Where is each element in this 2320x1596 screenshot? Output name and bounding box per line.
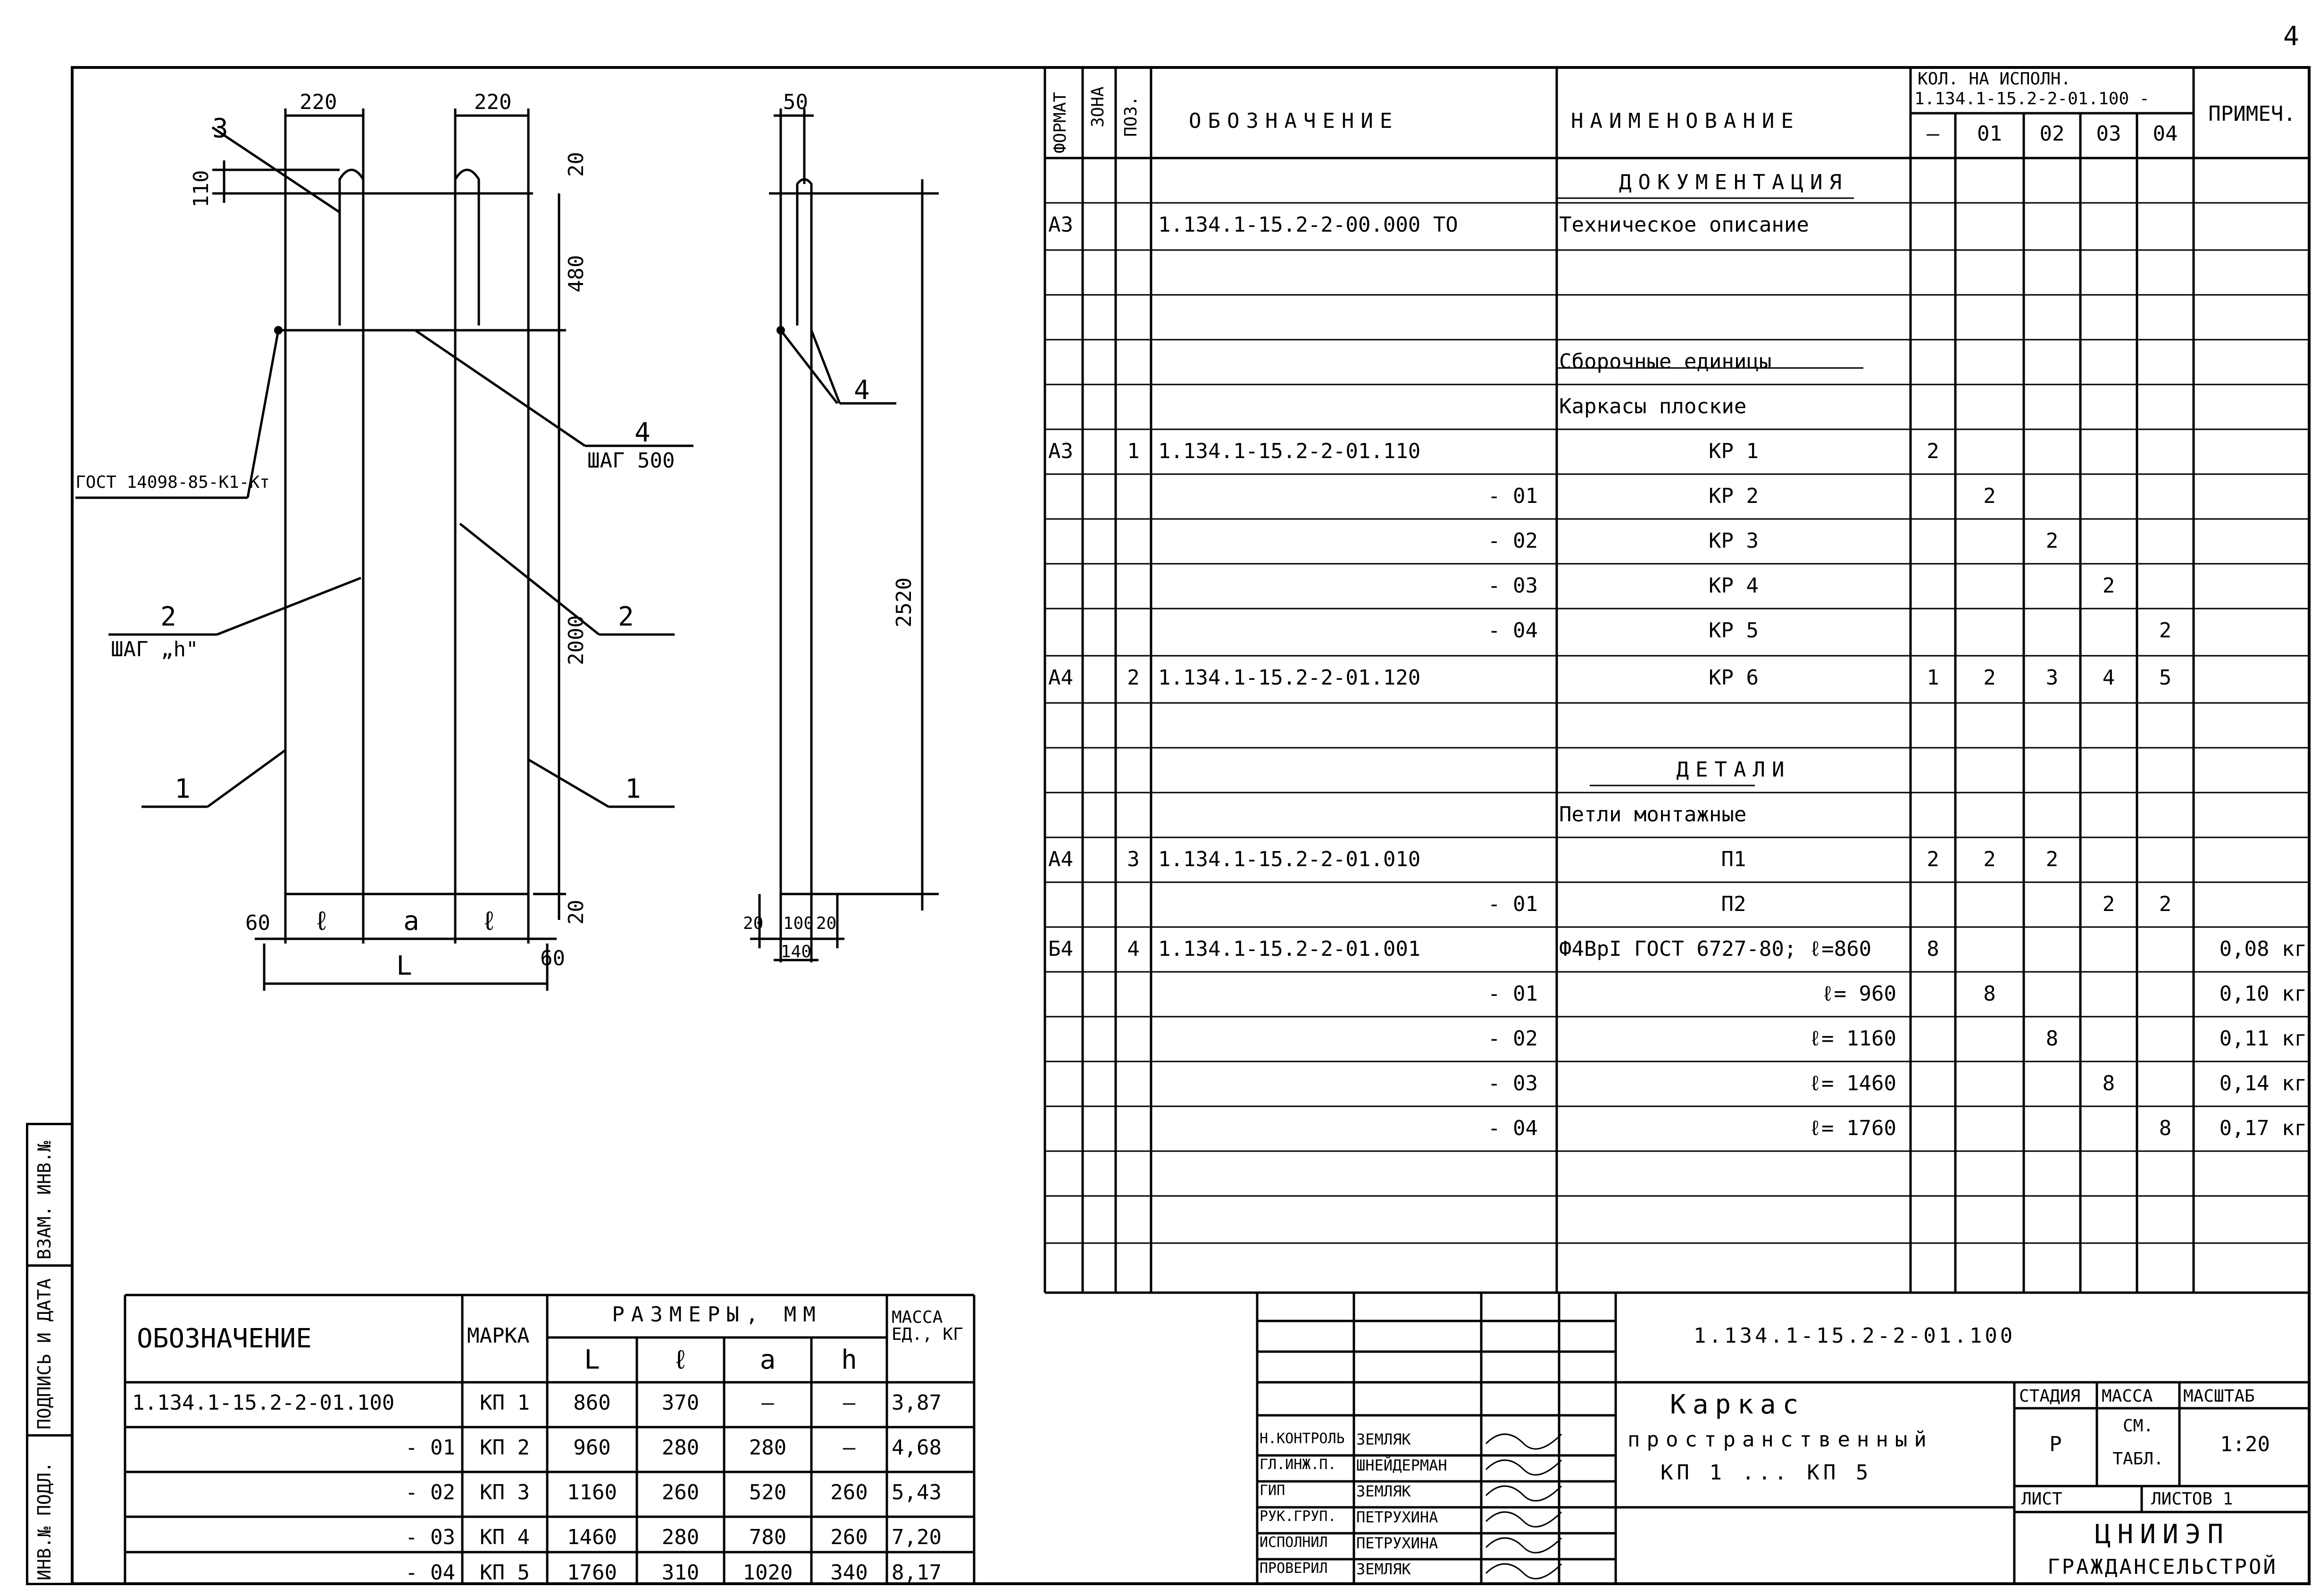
stamp-org-2: ГРАЖДАНСЕЛЬСТРОЙ xyxy=(2047,1555,2278,1579)
sizes-mass: 5,43 xyxy=(892,1480,942,1504)
stamp-mass-header: МАССА xyxy=(2102,1387,2153,1406)
stamp-name: ШНЕЙДЕРМАН xyxy=(1356,1456,1447,1474)
sizes-designation: - 04 xyxy=(405,1561,455,1585)
sizes-L: 960 xyxy=(573,1436,611,1460)
spec-designation: 1.134.1-15.2-2-01.001 xyxy=(1158,937,1421,961)
spec-header-zone: ЗОНА xyxy=(1088,86,1108,127)
callout-1-right: 1 xyxy=(625,774,641,804)
spec-pos: 1 xyxy=(1127,439,1140,463)
spec-qty: 8 xyxy=(2102,1071,2115,1095)
sizes-mass: 3,87 xyxy=(892,1391,942,1415)
spec-qty: 2 xyxy=(1983,484,1996,508)
sizes-a: 280 xyxy=(749,1436,787,1460)
page-number: 4 xyxy=(2283,21,2299,52)
spec-pos: 4 xyxy=(1127,937,1140,961)
spec-qty-col-4: 04 xyxy=(2153,122,2178,146)
dim-a: a xyxy=(403,906,419,936)
spec-format: А4 xyxy=(1048,847,1073,871)
stamp-stage-header: СТАДИЯ xyxy=(2019,1387,2081,1406)
spec-name: П1 xyxy=(1721,847,1746,871)
stamp-role: ГЛ.ИНЖ.П. xyxy=(1260,1456,1336,1473)
spec-name: ℓ= 960 xyxy=(1821,982,1896,1006)
callout-4-side: 4 xyxy=(854,375,870,406)
dim-60-right: 60 xyxy=(540,946,565,970)
sizes-L: 860 xyxy=(573,1391,611,1415)
callout-1-left: 1 xyxy=(175,774,191,804)
spec-header-name: НАИМЕНОВАНИЕ xyxy=(1571,109,1800,133)
spec-header-note: ПРИМЕЧ. xyxy=(2208,102,2296,126)
dim-2000: 2000 xyxy=(564,615,588,665)
stamp-name: ПЕТРУХИНА xyxy=(1356,1508,1438,1526)
callout-4: 4 xyxy=(634,418,651,448)
stamp-role: РУК.ГРУП. xyxy=(1260,1508,1336,1525)
stamp-title-2: пространственный xyxy=(1627,1428,1933,1452)
spec-format: А3 xyxy=(1048,213,1073,237)
sizes-a: 520 xyxy=(749,1480,787,1504)
spec-designation: - 02 xyxy=(1488,1027,1538,1051)
spec-qty: 2 xyxy=(2159,892,2172,916)
dim-l-right: ℓ xyxy=(481,906,497,936)
sizes-a: 1020 xyxy=(743,1561,793,1585)
stamp-mass-1: СМ. xyxy=(2122,1416,2154,1436)
spec-qty-col-1: 01 xyxy=(1977,122,2002,146)
stamp-name: ЗЕМЛЯК xyxy=(1356,1482,1411,1500)
sizes-designation: - 02 xyxy=(405,1480,455,1504)
callout-2-right: 2 xyxy=(618,602,634,632)
spec-name: Ф4ВрI ГОСТ 6727-80; ℓ=860 xyxy=(1559,937,1872,961)
stamp-sheet: ЛИСТ xyxy=(2021,1489,2062,1509)
spec-name: Петли монтажные xyxy=(1559,802,1747,827)
spec-qty: 2 xyxy=(1927,847,1939,871)
spec-name: Техническое описание xyxy=(1559,213,1809,237)
callout-2-left: 2 xyxy=(160,602,176,632)
sizes-header-a: a xyxy=(759,1345,776,1375)
sizes-mass: 4,68 xyxy=(892,1436,942,1460)
spec-name: ℓ= 1160 xyxy=(1809,1027,1896,1051)
spec-qty: 4 xyxy=(2102,666,2115,690)
sizes-mass: 8,17 xyxy=(892,1561,942,1585)
sizes-designation: - 01 xyxy=(405,1436,455,1460)
dim-60-left: 60 xyxy=(245,911,270,935)
spec-name: П2 xyxy=(1721,892,1746,916)
spec-designation: - 04 xyxy=(1488,618,1538,643)
spec-name: КР 2 xyxy=(1709,484,1759,508)
sizes-header-l: ℓ xyxy=(672,1345,689,1375)
side-dim-2520: 2520 xyxy=(892,577,916,627)
stamp-role: Н.КОНТРОЛЬ xyxy=(1260,1430,1345,1447)
sizes-h: 340 xyxy=(830,1561,868,1585)
sizes-mark: КП 3 xyxy=(480,1480,530,1504)
side-dim-20-right: 20 xyxy=(816,914,837,933)
dim-l-left: ℓ xyxy=(314,906,330,936)
spec-qty-col-0: — xyxy=(1927,122,1939,146)
spec-designation: - 04 xyxy=(1488,1116,1538,1140)
side-dim-140: 140 xyxy=(781,942,812,961)
sizes-l: 370 xyxy=(661,1391,700,1415)
sizes-l: 280 xyxy=(661,1525,700,1549)
sizes-header-mass: МАССА ЕД., КГ xyxy=(892,1308,963,1344)
spec-designation: 1.134.1-15.2-2-01.120 xyxy=(1158,666,1421,690)
spec-qty: 2 xyxy=(1927,439,1939,463)
spec-qty: 5 xyxy=(2159,666,2172,690)
spec-header-qty-code: 1.134.1-15.2-2-01.100 - xyxy=(1914,89,2150,109)
sizes-mass: 7,20 xyxy=(892,1525,942,1549)
spec-designation: 1.134.1-15.2-2-00.000 ТО xyxy=(1158,213,1458,237)
dim-20-top: 20 xyxy=(564,152,588,177)
stamp-name: ЗЕМЛЯК xyxy=(1356,1430,1411,1448)
spec-qty: 2 xyxy=(1983,666,1996,690)
spec-qty: 8 xyxy=(1927,937,1939,961)
spec-qty: 2 xyxy=(2045,529,2059,553)
spec-note: 0,11 кг xyxy=(2219,1027,2307,1051)
spec-header-qty-title: КОЛ. НА ИСПОЛН. xyxy=(1918,69,2071,89)
side-margin-inv: ИНВ.№ ПОДЛ. xyxy=(34,1462,55,1580)
spec-qty: 2 xyxy=(2159,618,2172,643)
stamp-mass-2: ТАБЛ. xyxy=(2112,1449,2164,1469)
spec-name: Каркасы плоские xyxy=(1559,394,1747,418)
spec-name: КР 6 xyxy=(1709,666,1759,690)
callout-4-step: ШАГ 500 xyxy=(587,449,675,473)
spec-qty: 3 xyxy=(2045,666,2059,690)
sizes-l: 280 xyxy=(661,1436,700,1460)
dim-L: L xyxy=(396,951,412,981)
sizes-header-mark: МАРКА xyxy=(467,1324,530,1348)
stamp-stage: Р xyxy=(2049,1432,2062,1456)
sizes-l: 310 xyxy=(661,1561,700,1585)
dim-110: 110 xyxy=(189,170,213,208)
spec-designation: - 03 xyxy=(1488,574,1538,598)
spec-designation: - 01 xyxy=(1488,484,1538,508)
spec-pos: 3 xyxy=(1127,847,1140,871)
stamp-scale-header: МАСШТАБ xyxy=(2183,1387,2255,1406)
sizes-L: 1760 xyxy=(567,1561,617,1585)
side-margin-repl: ВЗАМ. ИНВ.№ xyxy=(34,1141,55,1260)
sizes-a: 780 xyxy=(749,1525,787,1549)
spec-name: КР 5 xyxy=(1709,618,1759,643)
stamp-name: ПЕТРУХИНА xyxy=(1356,1534,1438,1552)
sizes-h: — xyxy=(843,1391,856,1415)
spec-format: Б4 xyxy=(1048,937,1073,961)
stamp-code: 1.134.1-15.2-2-01.100 xyxy=(1694,1324,2016,1348)
side-dim-100: 100 xyxy=(783,914,814,933)
callout-3: 3 xyxy=(212,113,228,144)
stamp-role: ГИП xyxy=(1260,1482,1285,1499)
spec-designation: - 03 xyxy=(1488,1071,1538,1095)
spec-name: КР 3 xyxy=(1709,529,1759,553)
sizes-l: 260 xyxy=(661,1480,700,1504)
side-dim-20-left: 20 xyxy=(743,914,764,933)
spec-header-pos: ПОЗ. xyxy=(1121,96,1141,137)
spec-header-designation: ОБОЗНАЧЕНИЕ xyxy=(1189,109,1399,133)
callout-2-step: ШАГ „h" xyxy=(111,637,199,661)
spec-note: 0,17 кг xyxy=(2219,1116,2307,1140)
side-dim-50: 50 xyxy=(783,90,808,114)
dim-220-right: 220 xyxy=(474,90,512,114)
spec-note: 0,14 кг xyxy=(2219,1071,2307,1095)
sizes-mark: КП 2 xyxy=(480,1436,530,1460)
spec-qty: 8 xyxy=(2045,1027,2059,1051)
gost-note: ГОСТ 14098-85-К1-Кт xyxy=(75,473,270,492)
sizes-header-L: L xyxy=(584,1345,600,1375)
spec-name: ℓ= 1460 xyxy=(1809,1071,1896,1095)
spec-qty: 2 xyxy=(2102,892,2115,916)
stamp-org-1: ЦНИИЭП xyxy=(2095,1519,2230,1550)
spec-designation: 1.134.1-15.2-2-01.110 xyxy=(1158,439,1421,463)
spec-name: Сборочные единицы xyxy=(1559,350,1772,374)
spec-designation: - 01 xyxy=(1488,892,1538,916)
spec-note: 0,08 кг xyxy=(2219,937,2307,961)
sizes-L: 1460 xyxy=(567,1525,617,1549)
sizes-a: — xyxy=(761,1391,774,1415)
spec-designation: 1.134.1-15.2-2-01.010 xyxy=(1158,847,1421,871)
dim-480: 480 xyxy=(564,255,588,292)
sizes-header-designation: ОБОЗНАЧЕНИЕ xyxy=(137,1323,312,1354)
stamp-title-3: КП 1 ... КП 5 xyxy=(1661,1461,1872,1485)
stamp-scale: 1:20 xyxy=(2220,1432,2270,1456)
spec-name: ДОКУМЕНТАЦИЯ xyxy=(1619,170,1848,194)
spec-qty: 2 xyxy=(2045,847,2059,871)
spec-name: ДЕТАЛИ xyxy=(1676,758,1791,782)
spec-pos: 2 xyxy=(1127,666,1140,690)
signature-1 xyxy=(1486,1434,1561,1449)
sizes-mark: КП 5 xyxy=(480,1561,530,1585)
spec-qty: 2 xyxy=(1983,847,1996,871)
stamp-role: ИСПОЛНИЛ xyxy=(1260,1534,1328,1551)
spec-note: 0,10 кг xyxy=(2219,982,2307,1006)
sizes-mark: КП 1 xyxy=(480,1391,530,1415)
spec-designation: - 02 xyxy=(1488,529,1538,553)
spec-qty-col-3: 03 xyxy=(2096,122,2121,146)
spec-format: А4 xyxy=(1048,666,1073,690)
stamp-role: ПРОВЕРИЛ xyxy=(1260,1560,1328,1577)
sizes-h: 260 xyxy=(830,1525,868,1549)
dim-220-left: 220 xyxy=(300,90,337,114)
dim-20-bottom: 20 xyxy=(564,900,588,925)
sizes-designation: - 03 xyxy=(405,1525,455,1549)
stamp-sheets: ЛИСТОВ 1 xyxy=(2151,1489,2233,1509)
spec-qty: 8 xyxy=(1983,982,1996,1006)
spec-format: А3 xyxy=(1048,439,1073,463)
sizes-header-h: h xyxy=(841,1345,857,1375)
side-margin-sign: ПОДПИСЬ И ДАТА xyxy=(34,1278,55,1429)
spec-name: ℓ= 1760 xyxy=(1809,1116,1896,1140)
sizes-designation: 1.134.1-15.2-2-01.100 xyxy=(132,1391,395,1415)
sizes-h: 260 xyxy=(830,1480,868,1504)
sizes-header-sizes: РАЗМЕРЫ, ММ xyxy=(612,1303,822,1327)
sizes-h: — xyxy=(843,1436,856,1460)
spec-designation: - 01 xyxy=(1488,982,1538,1006)
spec-header-format: ФОРМАТ xyxy=(1051,92,1070,153)
sizes-L: 1160 xyxy=(567,1480,617,1504)
spec-name: КР 1 xyxy=(1709,439,1759,463)
stamp-name: ЗЕМЛЯК xyxy=(1356,1560,1411,1578)
stamp-title-1: Каркас xyxy=(1670,1389,1805,1420)
sizes-mark: КП 4 xyxy=(480,1525,530,1549)
spec-qty: 1 xyxy=(1927,666,1939,690)
spec-qty-col-2: 02 xyxy=(2039,122,2065,146)
spec-qty: 2 xyxy=(2102,574,2115,598)
spec-qty: 8 xyxy=(2159,1116,2172,1140)
spec-name: КР 4 xyxy=(1709,574,1759,598)
